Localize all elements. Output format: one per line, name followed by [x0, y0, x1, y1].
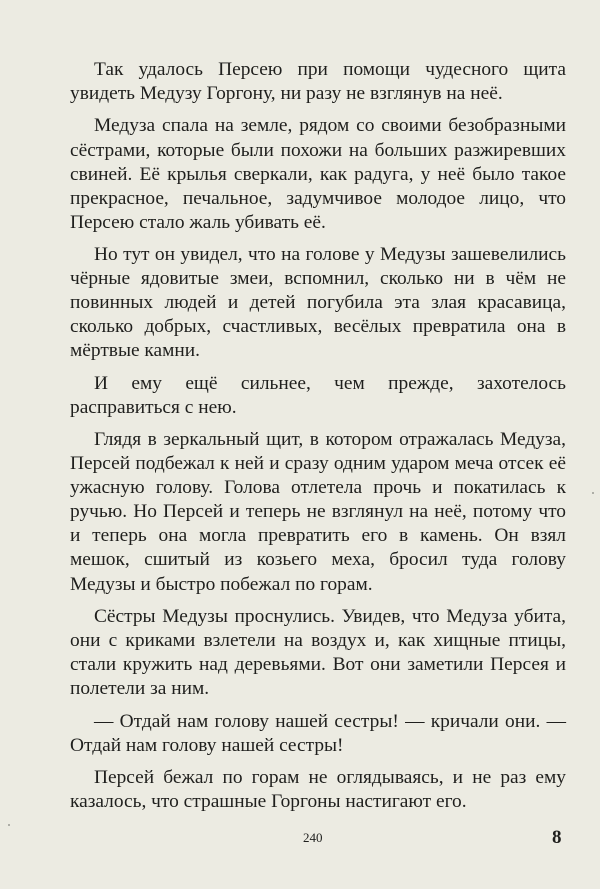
- paragraph-5: Глядя в зеркальный щит, в котором отражалась Медуза, Персей подбежал к ней и сразу одним ударом меча отсек её ужасную голову. Голова отлетела прочь и покатилась к ручью. Но Персей и теперь не взглянул на неё, потому что и теперь она могла превратить его в камень. Он взял мешок, сшитый из козьего меха, бросил туда голову Медузы и быстро побежал по горам.: [70, 429, 566, 595]
- scan-speck-left: [8, 824, 10, 826]
- paragraph-6: Сёстры Медузы проснулись. Увидев, что Медуза убита, они с криками взлетели на воздух и, как хищные птицы, стали кружить над деревьями. Вот они заметили Персея и полетели за ним.: [70, 605, 566, 700]
- paragraph-8: Персей бежал по горам не оглядываясь, и не раз ему казалось, что страшные Горгоны настигают его.: [70, 767, 566, 813]
- scan-speck-right: [592, 492, 594, 494]
- paragraph-3: Но тут он увидел, что на голове у Медузы зашевелились чёрные ядовитые змеи, вспомнил, сколько ни в чём не повинных людей и детей погубила эта злая красавица, сколько добрых, счастливых, весёлых превратила она в мёртвые камни.: [70, 244, 566, 362]
- paragraph-4: И ему ещё сильнее, чем прежде, захотелось расправиться с нею.: [70, 372, 566, 418]
- paragraph-1: Так удалось Персею при помощи чудесного щита увидеть Медузу Горгону, ни разу не взглянув на неё.: [70, 59, 566, 105]
- paragraph-2: Медуза спала на земле, рядом со своими безобразными сёстрами, которые были похожи на больших разжиревших свиней. Её крылья сверкали, как радуга, у неё было такое прекрасное, печальное, задумчивое молодое лицо, что Персею стало жаль убивать её.: [70, 115, 566, 233]
- paragraph-7: — Отдай нам голову нашей сестры! — кричали они. — Отдай нам голову нашей сестры!: [70, 710, 566, 756]
- signature-mark: 8: [552, 827, 562, 848]
- story-text: [70, 58, 566, 814]
- page-number: 240: [303, 830, 323, 845]
